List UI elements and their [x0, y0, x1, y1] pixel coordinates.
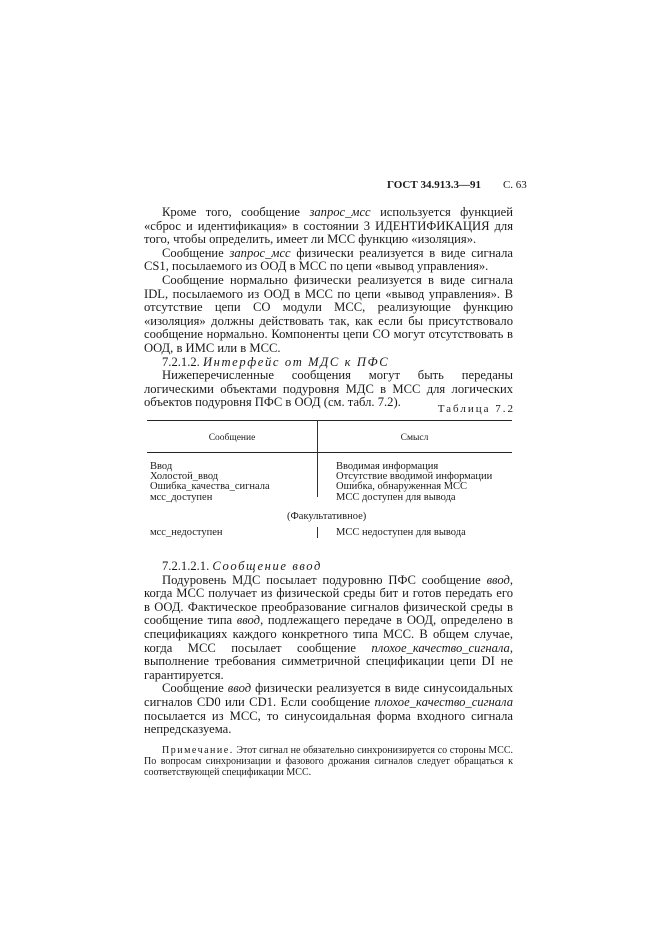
- table-cell: Холостой_ввод: [150, 471, 219, 483]
- table-cell: Вводимая информация: [336, 461, 439, 472]
- table-body-divider: [317, 452, 318, 497]
- table-optional-divider: [317, 527, 318, 538]
- section-heading-7-2-1-2: 7.2.1.2. Интерфейс от МДС к ПФС: [162, 354, 390, 369]
- paragraph-3: Сообщение нормально физически реализуется в виде сигнала IDL, посылаемого из ООД в МСС по цепи «вывод управления». В отсутствие цепи СО модули МСС, реализующие функцию «изоляция» должны действовать так, как если бы присутствовало сообщение нормально. Компоненты цепи СО могут отсутствовать в ООД, в ИМС или в МСС.: [144, 272, 513, 355]
- table-cell: МСС недоступен для вывода: [336, 527, 466, 538]
- note-label: Примечание.: [162, 745, 234, 756]
- note-text: Этот сигнал не обязательно синхронизируется со стороны МСС. По вопросам синхронизации и фазового дрожания сигналов следует обращаться к соответствующей спецификации МСС.: [144, 745, 513, 778]
- section-heading-7-2-1-2-1: 7.2.1.2.1. Сообщение ввод: [162, 559, 322, 573]
- paragraph-6: Сообщение ввод физически реализуется в виде синусоидальных сигналов CD0 или CD1. Если сообщение плохое_качество_сигнала посылается из МСС, то синусоидальная форма входного сигнала непредсказуема.: [144, 681, 513, 737]
- table-top-rule: [147, 420, 512, 421]
- table-cell: Ошибка, обнаруженная МСС: [336, 481, 468, 493]
- body-text-bottom: [144, 560, 513, 737]
- optional-label: (Факультативное): [287, 511, 367, 522]
- doc-code: ГОСТ 34.913.3—91: [387, 179, 481, 191]
- table-cell: МСС доступен для вывода: [336, 491, 456, 503]
- col-messages: [150, 462, 270, 503]
- table-cell: Ввод: [150, 461, 173, 472]
- table-cell: Отсутствие вводимой информации: [336, 471, 493, 483]
- col-header-message: Сообщение: [208, 433, 256, 443]
- paragraph-2: Сообщение запрос_мсс физически реализуется в виде сигнала CS1, посылаемого из ООД в МСС по цепи «вывод управления».: [144, 245, 514, 274]
- table-cell: мсс_недоступен: [150, 527, 223, 538]
- table-cell: мсс_доступен: [150, 491, 213, 503]
- table-cell: Ошибка_качества_сигнала: [150, 481, 270, 493]
- table-label: Таблица 7.2: [437, 403, 515, 415]
- paragraph-5: Подуровень МДС посылает подуровню ПФС сообщение ввод, когда МСС получает из физической среды бит и готов передать его в ООД. Фактическое преобразование сигналов физической среды в сообщение типа ввод, подлежащего передаче в ООД, определено в спецификациях каждого конкретного типа МСС. В общем случае, когда МСС посылает сообщение плохое_качество_сигнала, выполнение требования симметричной спецификации цепи DI не гарантируется.: [144, 572, 513, 682]
- paragraph-4: Нижеперечисленные сообщения могут быть переданы логическими объектами подуровня МДС в МСС для логических объектов подуровня ПФС в ООД (см. табл. 7.2).: [144, 368, 513, 410]
- col-meanings: [336, 462, 492, 503]
- page-number: С. 63: [502, 179, 527, 191]
- table-header-rule: [147, 452, 512, 453]
- paragraph-1: Кроме того, сообщение запрос_мсс используется функцией «сброс и идентификация» в состоянии 3 ИДЕНТИФИКАЦИЯ для того, чтобы определить, имеет ли МСС функцию «изоляция».: [144, 205, 513, 247]
- footnote: [144, 745, 513, 778]
- body-text-top: [144, 206, 513, 410]
- col-header-meaning: Смысл: [400, 433, 429, 443]
- page-header: [387, 179, 527, 191]
